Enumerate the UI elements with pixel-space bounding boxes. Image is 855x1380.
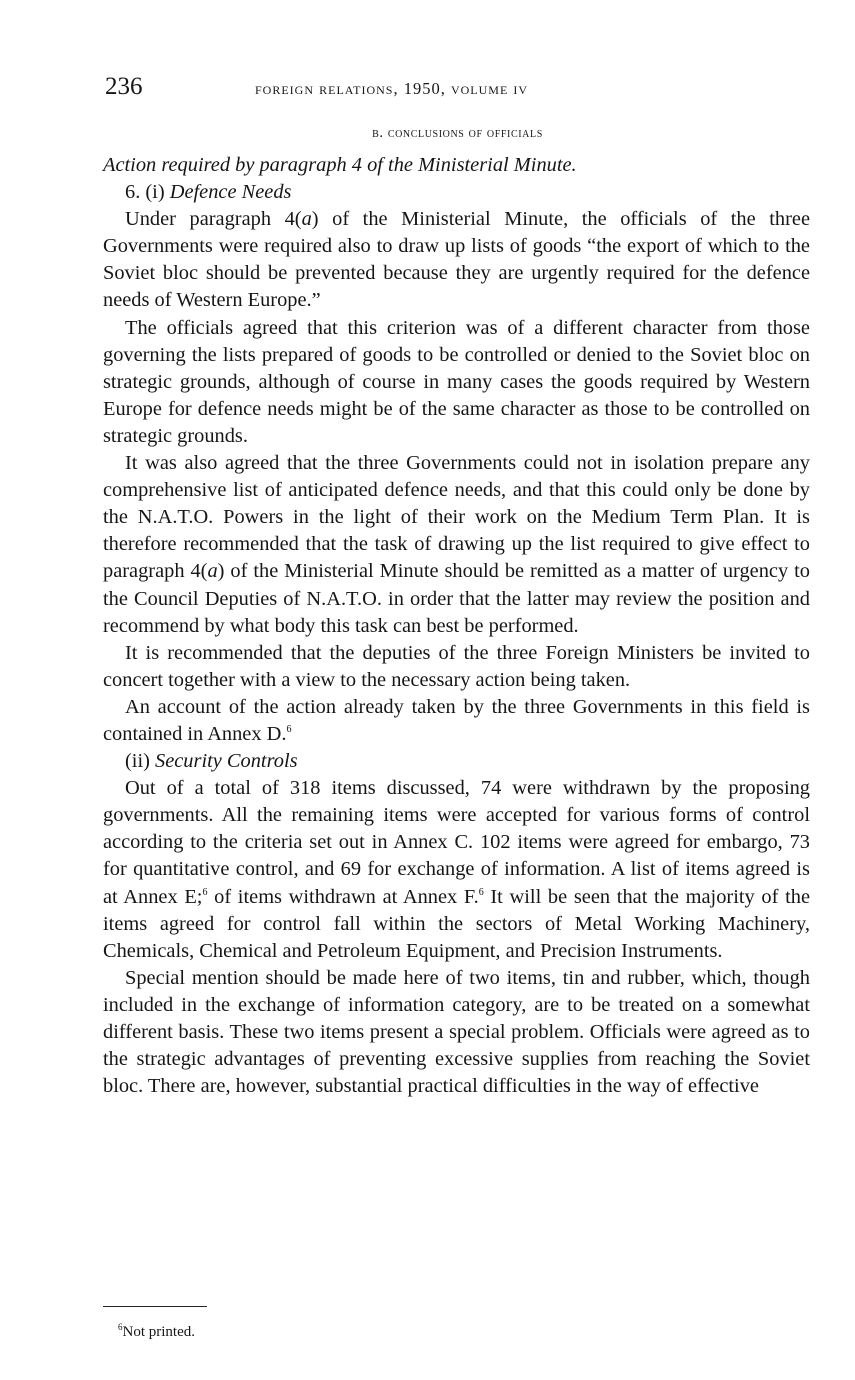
paragraph-3-italic: a: [207, 560, 218, 583]
page-header: [105, 70, 805, 104]
item-6-title: Defence Needs: [169, 181, 292, 204]
paragraph-3: [103, 450, 810, 640]
footnote: [118, 1321, 195, 1343]
item-ii-title: Security Controls: [155, 750, 298, 773]
paragraph-5-text: An account of the action already taken by the three Governments in this field is contained in Annex D.: [103, 695, 810, 745]
paragraph-5: [103, 694, 810, 748]
running-title: foreign relations, 1950, volume iv: [255, 79, 529, 98]
paragraph-1-italic: a: [301, 208, 312, 231]
page-number: 236: [105, 73, 143, 100]
paragraph-1-text-a: Under paragraph 4(: [125, 208, 302, 231]
footnote-marker: 6: [118, 1322, 123, 1332]
paragraph-6-text-a: Out of a total of 318 items discussed, 74 were withdrawn by the proposing governments. All the remaining items were accepted for various forms of control according to the criteria set out in Annex C. 102 items were agreed for embargo, 73 for quantitative control, and 69 for exchange of information. A list of items agreed is at Annex E;: [103, 777, 810, 908]
action-heading: Action required by paragraph 4 of the Ministerial Minute.: [103, 154, 577, 176]
footnote-text: Not printed.: [122, 1324, 195, 1340]
paragraph-2: The officials agreed that this criterion was of a different character from those governing the lists prepared of goods to be controlled or denied to the Soviet bloc on strategic grounds, although of course in many cases the goods required by Western Europe for defence needs might be of the same character as those to be controlled on strategic grounds.: [103, 316, 810, 447]
footnote-reference: 6: [202, 886, 208, 898]
paragraph-1: [103, 206, 810, 314]
paragraph-1-text-b: ) of the Ministerial Minute, the officials of the three Governments were required also to draw up lists of goods “the export of which to the Soviet bloc should be prevented because they are urgently required for the defence needs of Western Europe.”: [103, 208, 810, 312]
section-heading: b. conclusions of officials: [372, 125, 543, 141]
item-6-number: 6. (i): [125, 181, 170, 204]
paragraph-6: [103, 775, 810, 965]
paragraph-6-text-c: It will be seen that the majority of the items agreed for control fall within the sectors of Metal Working Machinery, Chemicals, Chemical and Petroleum Equipment, and Precision Instruments.: [103, 885, 810, 962]
paragraph-6-text-b: of items withdrawn at Annex F.: [207, 885, 479, 908]
body-text: [103, 152, 810, 1100]
footnote-divider: [103, 1306, 207, 1307]
item-ii-heading: [103, 748, 810, 775]
item-6-heading: [103, 179, 810, 206]
footnote-reference: 6: [478, 886, 484, 898]
footnote-reference: 6: [286, 723, 292, 735]
item-ii-number: (ii): [125, 750, 156, 773]
paragraph-7: Special mention should be made here of two items, tin and rubber, which, though included in the exchange of information category, are to be treated on a somewhat different basis. These two items present a special problem. Officials were agreed as to the strategic advantages of preventing excessive supplies from reaching the Soviet bloc. There are, however, substantial practical difficulties in the way of effective: [103, 966, 810, 1098]
paragraph-4: It is recommended that the deputies of the three Foreign Ministers be invited to concert together with a view to the necessary action being taken.: [103, 641, 810, 691]
paragraph-3-text-a: It was also agreed that the three Governments could not in isolation prepare any comprehensive list of anticipated defence needs, and that this could only be done by the N.A.T.O. Powers in the light of their work on the Medium Term Plan. It is therefore recommended that the task of drawing up the list required to give effect to paragraph 4(: [103, 452, 810, 583]
paragraph-3-text-b: ) of the Ministerial Minute should be remitted as a matter of urgency to the Council Deputies of N.A.T.O. in order that the latter may review the position and recommend by what body this task can best be performed.: [103, 560, 810, 637]
